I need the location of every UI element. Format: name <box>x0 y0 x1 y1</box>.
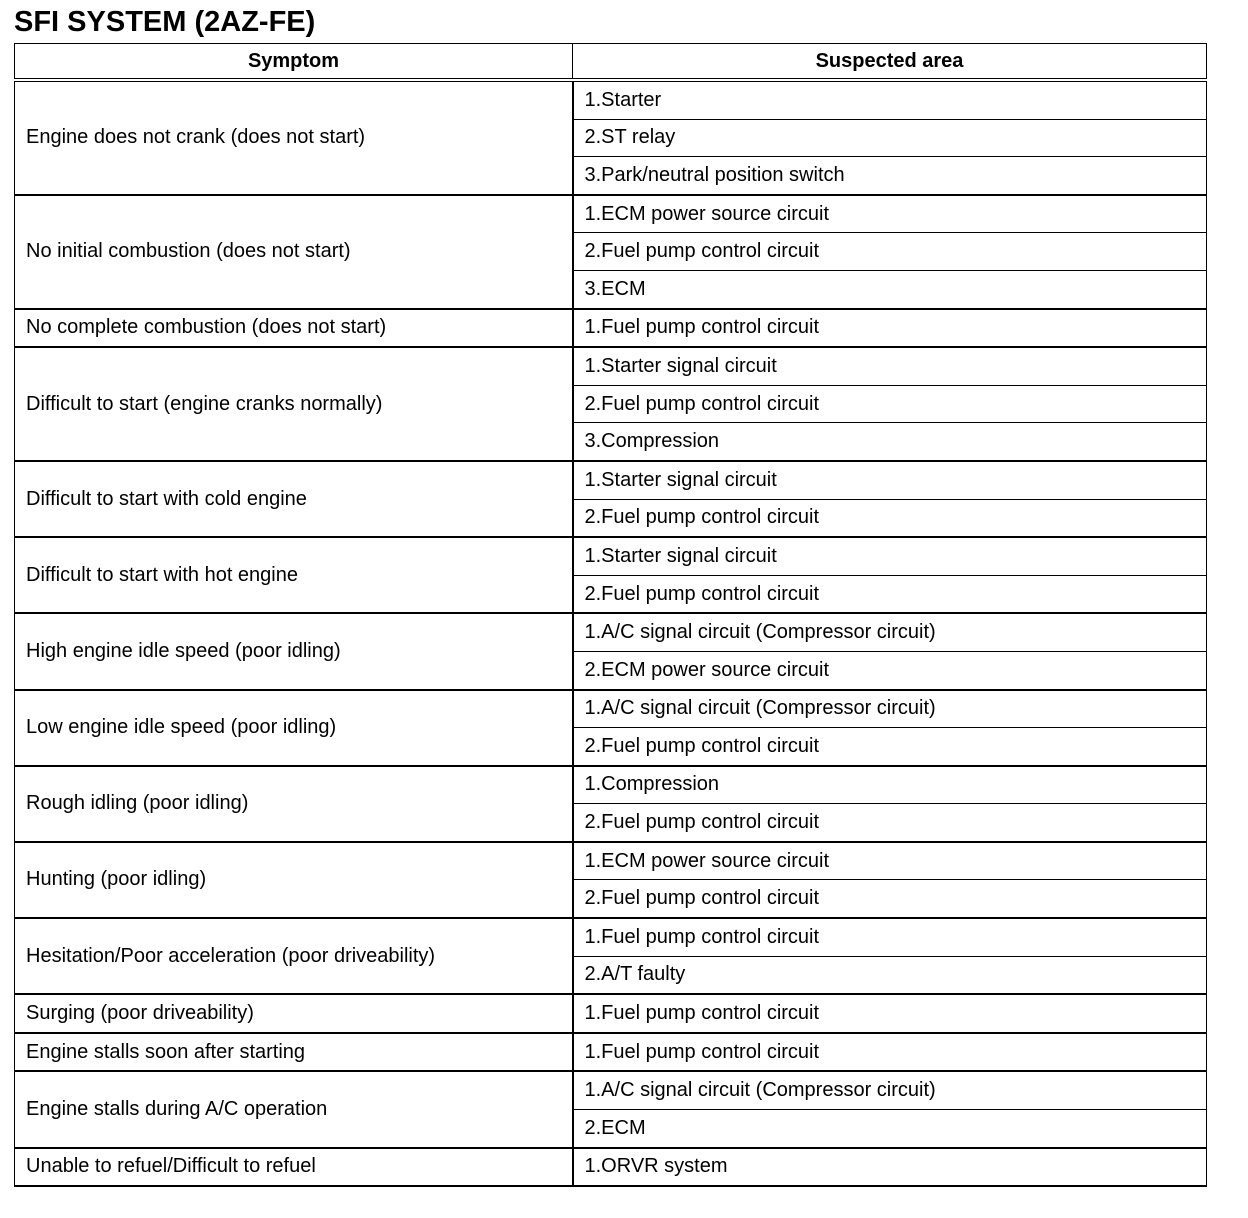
suspected-area-cell: 3.Park/neutral position switch <box>573 157 1207 195</box>
symptom-cell: High engine idle speed (poor idling) <box>15 613 573 689</box>
suspected-area-cell: 1.Fuel pump control circuit <box>573 918 1207 956</box>
table-row <box>15 918 1207 956</box>
table-row <box>15 994 1207 1033</box>
table-row <box>15 766 1207 804</box>
suspected-area-cell: 2.A/T faulty <box>573 956 1207 994</box>
suspected-area-cell: 1.Fuel pump control circuit <box>573 1033 1207 1072</box>
suspected-area-cell: 1.ORVR system <box>573 1148 1207 1187</box>
suspected-area-cell: 2.Fuel pump control circuit <box>573 804 1207 842</box>
table-header-row <box>15 44 1207 81</box>
symptom-table-container <box>14 43 1206 1187</box>
table-row <box>15 537 1207 575</box>
table-row <box>15 1033 1207 1072</box>
symptom-cell: No complete combustion (does not start) <box>15 309 573 348</box>
suspected-area-cell: 1.A/C signal circuit (Compressor circuit) <box>573 1071 1207 1109</box>
symptom-cell: Unable to refuel/Difficult to refuel <box>15 1148 573 1187</box>
suspected-area-cell: 2.ST relay <box>573 119 1207 157</box>
suspected-area-cell: 1.Compression <box>573 766 1207 804</box>
table-row <box>15 80 1207 119</box>
suspected-area-cell: 2.ECM <box>573 1110 1207 1148</box>
suspected-area-cell: 2.ECM power source circuit <box>573 651 1207 689</box>
symptom-cell: Low engine idle speed (poor idling) <box>15 690 573 766</box>
symptom-cell: Hesitation/Poor acceleration (poor driveability) <box>15 918 573 994</box>
suspected-area-cell: 1.Starter signal circuit <box>573 461 1207 499</box>
suspected-area-cell: 1.A/C signal circuit (Compressor circuit) <box>573 690 1207 728</box>
suspected-area-cell: 1.Fuel pump control circuit <box>573 309 1207 348</box>
suspected-area-cell: 1.Starter signal circuit <box>573 347 1207 385</box>
header-symptom: Symptom <box>15 44 573 81</box>
suspected-area-cell: 1.Starter signal circuit <box>573 537 1207 575</box>
symptom-table <box>14 43 1207 1187</box>
suspected-area-cell: 1.Fuel pump control circuit <box>573 994 1207 1033</box>
symptom-cell: Surging (poor driveability) <box>15 994 573 1033</box>
symptom-cell: Engine does not crank (does not start) <box>15 80 573 195</box>
table-row <box>15 195 1207 233</box>
symptom-cell: Hunting (poor idling) <box>15 842 573 918</box>
suspected-area-cell: 2.Fuel pump control circuit <box>573 728 1207 766</box>
suspected-area-cell: 3.Compression <box>573 423 1207 461</box>
suspected-area-cell: 1.Starter <box>573 80 1207 119</box>
table-row <box>15 461 1207 499</box>
suspected-area-cell: 2.Fuel pump control circuit <box>573 880 1207 918</box>
table-row <box>15 1148 1207 1187</box>
table-row <box>15 347 1207 385</box>
suspected-area-cell: 1.A/C signal circuit (Compressor circuit) <box>573 613 1207 651</box>
table-body <box>15 80 1207 1186</box>
suspected-area-cell: 3.ECM <box>573 270 1207 308</box>
table-row <box>15 690 1207 728</box>
suspected-area-cell: 1.ECM power source circuit <box>573 842 1207 880</box>
table-row <box>15 309 1207 348</box>
page-title: SFI SYSTEM (2AZ-FE) <box>14 6 316 38</box>
symptom-cell: Difficult to start with hot engine <box>15 537 573 613</box>
suspected-area-cell: 2.Fuel pump control circuit <box>573 385 1207 423</box>
table-row <box>15 613 1207 651</box>
symptom-cell: Engine stalls during A/C operation <box>15 1071 573 1147</box>
symptom-cell: Engine stalls soon after starting <box>15 1033 573 1072</box>
header-suspected-area: Suspected area <box>573 44 1207 81</box>
symptom-cell: Difficult to start (engine cranks normally) <box>15 347 573 461</box>
symptom-cell: Difficult to start with cold engine <box>15 461 573 537</box>
suspected-area-cell: 2.Fuel pump control circuit <box>573 575 1207 613</box>
suspected-area-cell: 2.Fuel pump control circuit <box>573 233 1207 271</box>
table-row <box>15 842 1207 880</box>
table-row <box>15 1071 1207 1109</box>
suspected-area-cell: 1.ECM power source circuit <box>573 195 1207 233</box>
symptom-cell: No initial combustion (does not start) <box>15 195 573 309</box>
symptom-cell: Rough idling (poor idling) <box>15 766 573 842</box>
suspected-area-cell: 2.Fuel pump control circuit <box>573 499 1207 537</box>
